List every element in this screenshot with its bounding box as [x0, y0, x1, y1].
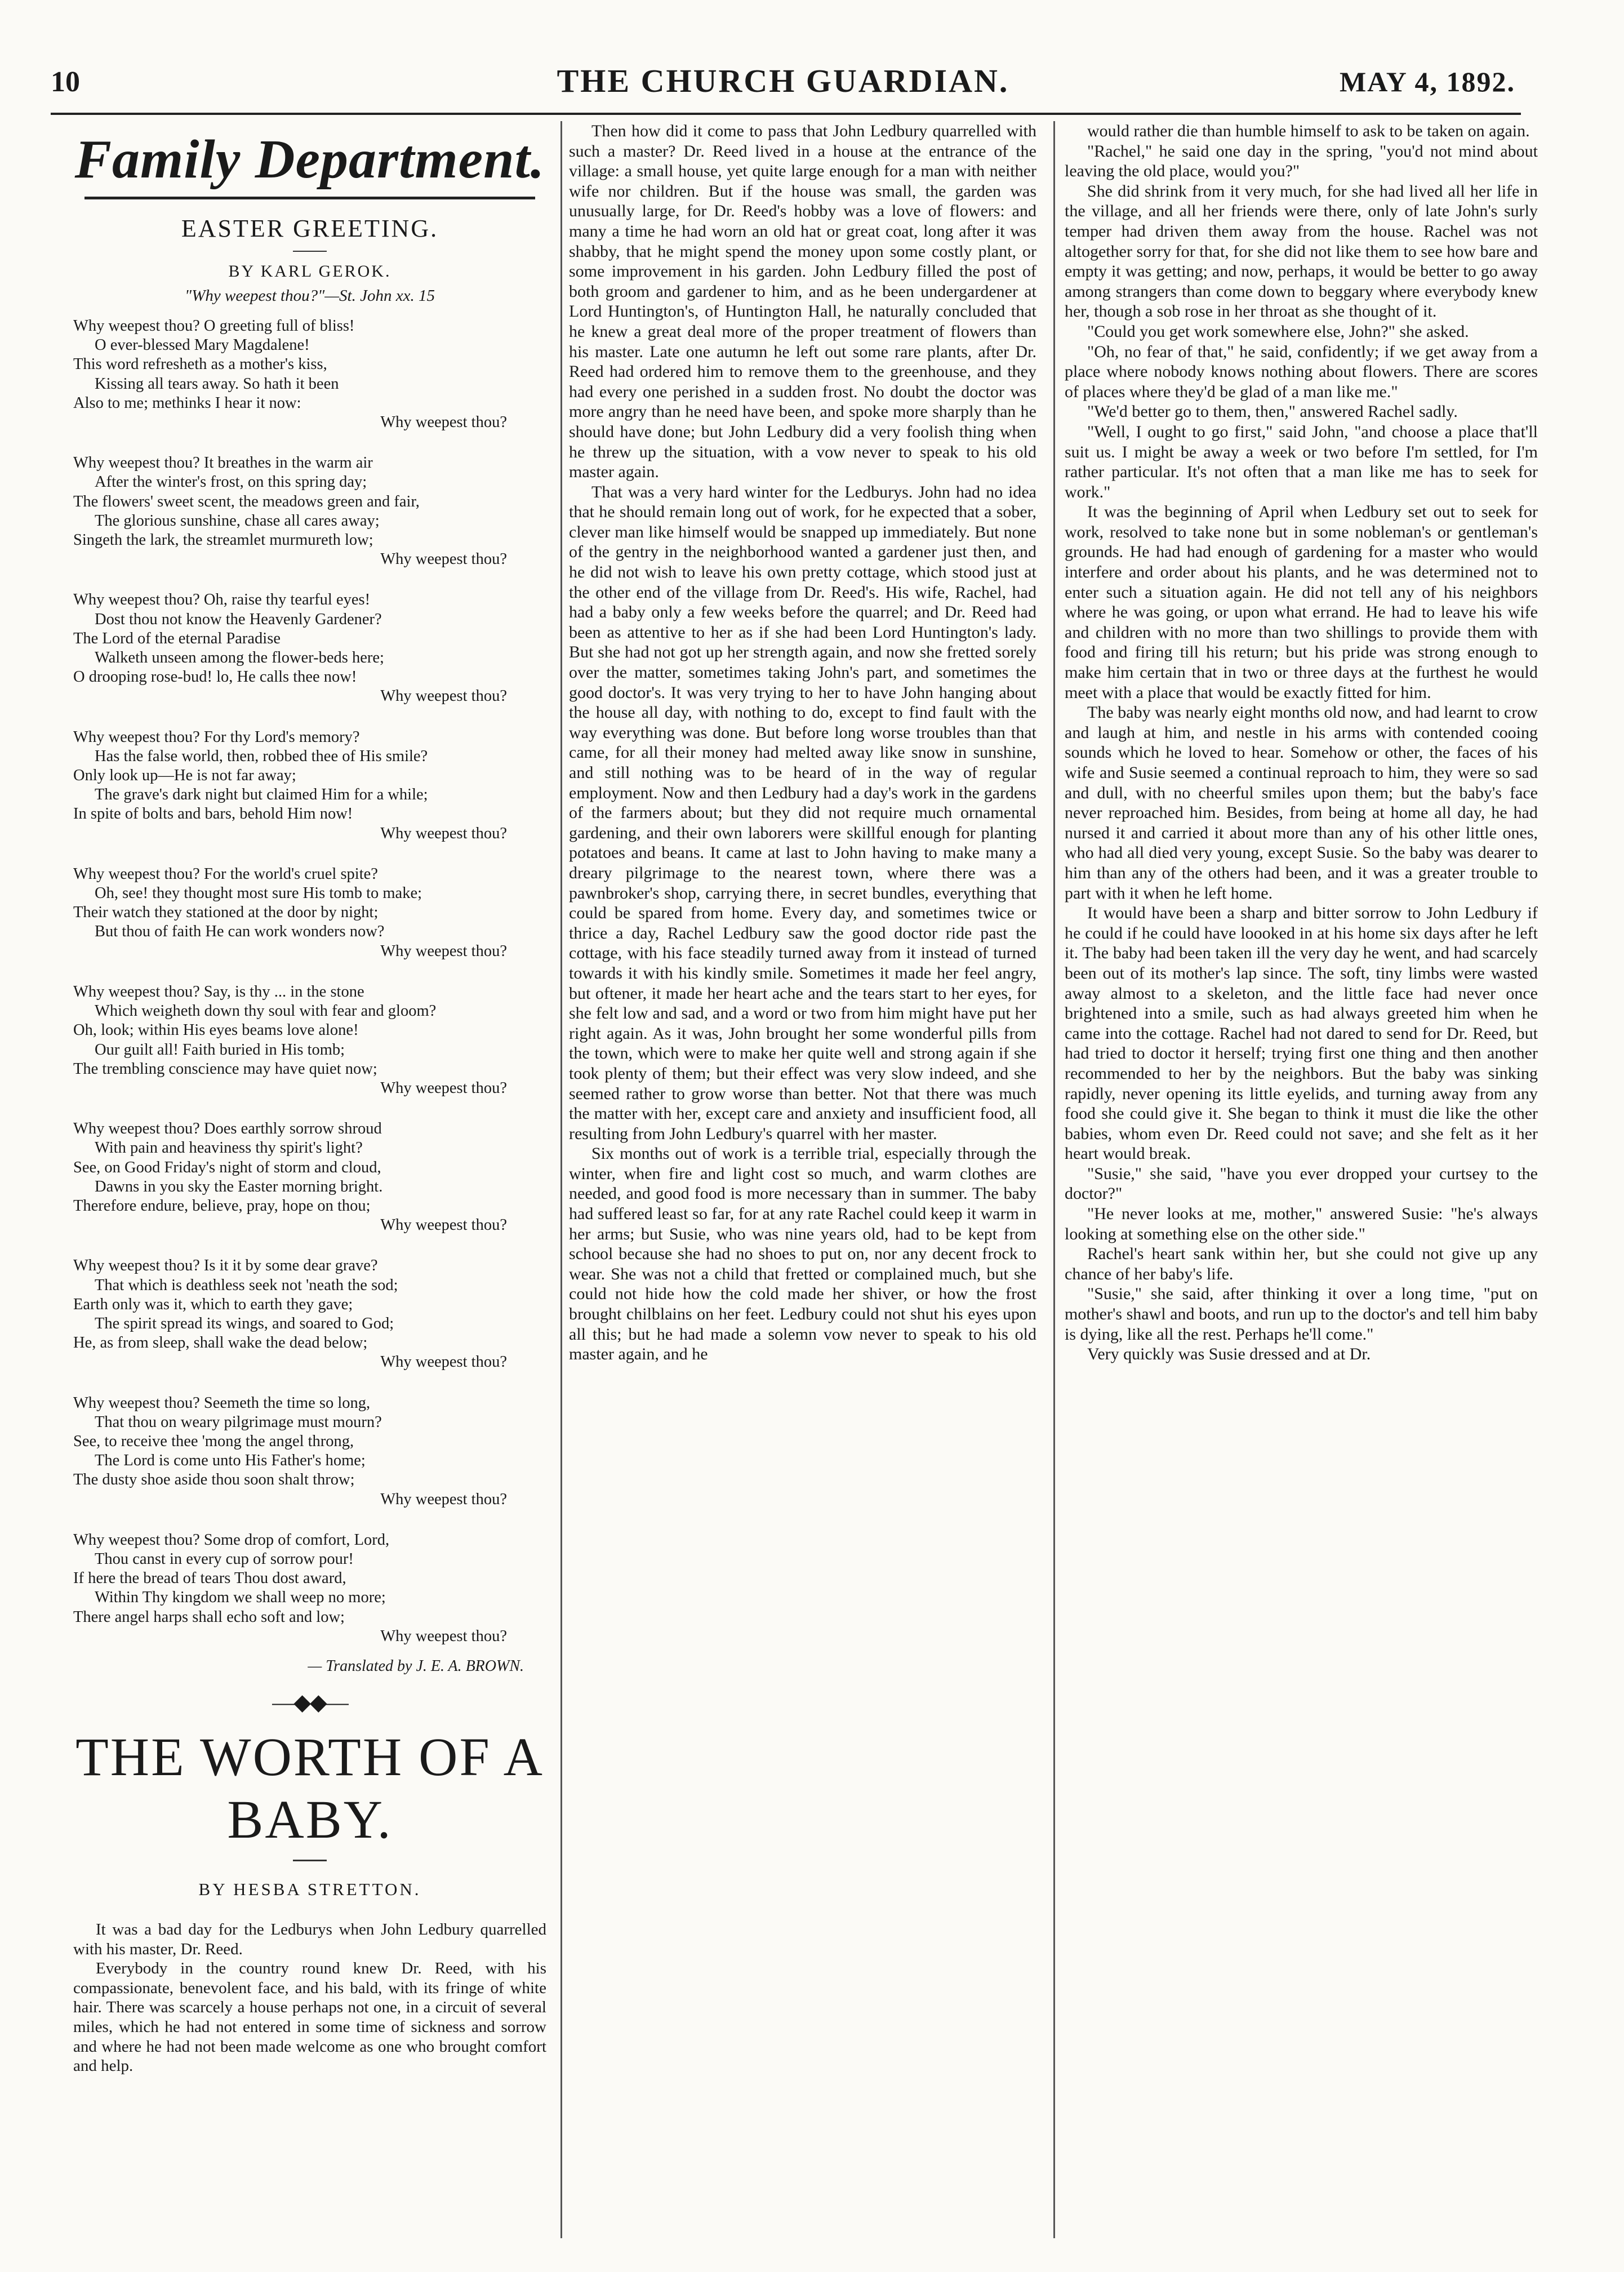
poem-title-rule: [293, 251, 327, 252]
poem-line: Why weepest thou? Seemeth the time so long,: [73, 1394, 371, 1412]
poem-line: Which weigheth down thy soul with fear and gloom?: [95, 1002, 437, 1020]
poem-line: Why weepest thou? Oh, raise thy tearful eyes!: [73, 591, 371, 609]
poem-stanza: [73, 1119, 546, 1235]
poem-line: Why weepest thou?: [380, 1353, 507, 1371]
poem-line: Also to me; methinks I hear it now:: [73, 394, 301, 412]
poem-stanza: [73, 1531, 546, 1646]
poem-line: Oh, look; within His eyes beams love alone!: [73, 1021, 359, 1039]
poem-line: The trembling conscience may have quiet now;: [73, 1060, 377, 1078]
story-paragraph: would rather die than humble himself to ask to be taken on again.: [1087, 122, 1530, 140]
poem-line: O drooping rose-bud! lo, He calls thee now!: [73, 668, 357, 686]
poem-title: EASTER GREETING.: [181, 215, 439, 242]
story-paragraph: It was a bad day for the Ledburys when John Ledbury quarrelled with his master, Dr. Reed.: [73, 1920, 546, 1958]
poem-line: The Lord is come unto His Father's home;: [95, 1452, 366, 1470]
poem-epigraph: "Why weepest thou?"—St. John xx. 15: [185, 287, 435, 305]
story-paragraph: Very quickly was Susie dressed and at Dr.: [1087, 1345, 1371, 1364]
story-paragraph: "Could you get work somewhere else, John?" she asked.: [1087, 322, 1469, 341]
column-divider: [1053, 121, 1055, 2238]
poem-stanza: [73, 453, 546, 569]
section-ornament: —◆◆—: [272, 1689, 348, 1715]
poem-line: If here the bread of tears Thou dost award,: [73, 1569, 346, 1588]
poem-stanza: [73, 728, 546, 843]
poem-line: Their watch they stationed at the door by night;: [73, 904, 379, 922]
poem-stanza: [73, 590, 546, 706]
poem-line: Our guilt all! Faith buried in His tomb;: [95, 1041, 345, 1059]
poem-line: Why weepest thou?: [380, 414, 507, 432]
poem-line: The dusty shoe aside thou soon shalt throw;: [73, 1471, 355, 1489]
poem-line: See, on Good Friday's night of storm and cloud,: [73, 1158, 381, 1176]
column-middle: [569, 121, 1036, 2238]
issue-date: MAY 4, 1892.: [1340, 66, 1515, 97]
story-paragraph: Rachel's heart sank within her, but she could not give up any chance of her baby's life.: [1065, 1244, 1538, 1283]
poem-line: He, as from sleep, shall wake the dead below;: [73, 1334, 368, 1352]
column-right: [1065, 121, 1538, 2238]
poem-stanza: [73, 1394, 546, 1509]
newspaper-title: THE CHURCH GUARDIAN.: [557, 63, 1009, 99]
poem-line: There angel harps shall echo soft and low;: [73, 1608, 345, 1626]
story-paragraph: "Oh, no fear of that," he said, confidently; if we get away from a place where nobody knows nothing about flowers. There are scores of places where they'd be glad of a man like me.": [1065, 342, 1538, 401]
poem-stanza: [73, 982, 546, 1098]
poem-line: Walketh unseen among the flower-beds here;: [95, 649, 384, 667]
masthead: [51, 62, 1515, 107]
poem-stanza: [73, 317, 546, 432]
poem-line: Why weepest thou?: [380, 1627, 507, 1645]
masthead-rule: [51, 113, 1521, 115]
poem-line: Why weepest thou? Does earthly sorrow shroud: [73, 1120, 382, 1138]
poem-translator: — Translated by J. E. A. BROWN.: [308, 1657, 524, 1675]
story-paragraph: That was a very hard winter for the Ledburys. John had no idea that he should remain long out of work, for he expected that a sober, clever man like himself would be snapped up immediately. But none of the gentry in the neighborhood wanted a gardener just then, and he did not wish to leave his own pretty cottage, which stood just at the other end of the village from Dr. Reed's. His wife, Rachel, had had a baby only a few weeks before the quarrel; and Dr. Reed had been as attentive to her as if she had been Lord Huntington's lady. But she had not got up her strength again, and now she fretted sorely over the matter, sometimes taking John's part, and sometimes the good doctor's. It was very trying to her to have John hanging about the house all day, with nothing to do, except to find fault with the way everything was done. But before long worse troubles than that came, for all their money had melted away like snow in sunshine, and still nothing was to be heard of in the way of regular employment. Now and then Ledbury had a day's work in the gardens of the farmers about; but they did not require much ornamental gardening, and their own laborers were skillful enough for planting potatoes and beans. It came at last to John having to make many a dreary pilgrimage to the nearest town, where there was a pawnbroker's shop, carrying there, in secret bundles, everything that could be spared from home. Every day, and sometimes twice or thrice a day, Rachel Ledbury saw the good doctor ride past the cottage, with his face steadily turned away from it instead of turned towards it with his kindly smile. Sometimes it made her feel angry, but oftener, it made her heart ache and the tears start to her eyes, for she felt low and sad, and a word or two from him might have put her right again. As it was, John brought her some wonderful pills from the town, which were to make her quite well and strong again if she took plenty of them; but their effect was very slow indeed, and she seemed rather to grow worse than better. Not that there was much the matter with her, except care and anxiety and insufficient food, all resulting from John Ledbury's quarrel with her master.: [569, 482, 1036, 1143]
poem-body: [73, 317, 546, 1646]
poem-line: O ever-blessed Mary Magdalene!: [95, 336, 310, 354]
story-paragraph: "Susie," she said, "have you ever dropped your curtsey to the doctor?": [1065, 1164, 1538, 1203]
poem-line: Why weepest thou?: [380, 942, 507, 960]
poem-line: Why weepest thou? O greeting full of bliss!: [73, 317, 355, 335]
story-title-rule: [293, 1860, 327, 1861]
story-paragraph: "We'd better go to them, then," answered Rachel sadly.: [1087, 402, 1458, 421]
poem-line: The grave's dark night but claimed Him for a while;: [95, 786, 428, 804]
poem-line: The glorious sunshine, chase all cares away;: [95, 512, 380, 530]
poem-line: The Lord of the eternal Paradise: [73, 629, 281, 647]
poem-line: Why weepest thou?: [380, 550, 507, 568]
story-paragraph: It was the beginning of April when Ledbury set out to seek for work, resolved to take none but in some nobleman's or gentleman's grounds. He had had enough of gardening for a master who would interfere and order about his plants, and he was determined not to enter such a situation again. He did not tell any of his neighbors where he was going, or upon what errand. He had to leave his wife and children with no more than two shillings to provide them with food and firing till his return; but his pride was strong enough to make him certain that in two or three days at the furthest he would meet with a place that would be exactly fitted for him.: [1065, 503, 1538, 702]
poem-byline: BY KARL GEROK.: [228, 262, 391, 281]
poem-line: Why weepest thou?: [380, 1490, 507, 1508]
story-paragraph: It would have been a sharp and bitter sorrow to John Ledbury if he could if he could have loooked in at his home six days after he left it. The baby had been taken ill the very day he went, and had scarcely been out of its mother's lap since. The soft, tiny limbs were wasted away almost to a skeleton, and the little face had never once brightened into a smile, such as had always greeted him when he came into the cottage. Rachel had not dared to send for Dr. Reed, but had tried to doctor it herself; trying first one thing and then another recommended to her by the neighbors. But the baby was sinking rapidly, never opening its little eyelids, and turning away from any food she could give it. She began to think it must die like the other babies, whom even Dr. Reed could not save; and she felt as it her heart would break.: [1065, 904, 1538, 1163]
story-text-col2: [569, 121, 1036, 1364]
story-title: THE WORTH OF A BABY.: [75, 1726, 544, 1849]
story-paragraph: She did shrink from it very much, for she had lived all her life in the village, and all her friends were there, only of late John's surly temper had driven them away from the house. Rachel was not altogether sorry for that, for she did not like them to see how bare and empty it was getting; and now, perhaps, it would be better to go away among strangers than come down to beggary where everybody knew her, though a sob rose in her throat as she thought of it.: [1065, 181, 1538, 321]
poem-line: The spirit spread its wings, and soared to God;: [95, 1314, 394, 1332]
department-heading: Family Department.: [74, 129, 545, 190]
story-paragraph: "Rachel," he said one day in the spring, "you'd not mind about leaving the old place, would you?": [1065, 141, 1538, 181]
story-paragraph: "Susie," she said, after thinking it over a long time, "put on mother's shawl and boots, and run up to the doctor's and tell him baby is dying, like all the rest. Perhaps he'll come.": [1065, 1284, 1538, 1344]
poem-stanza: [73, 865, 546, 961]
poem-line: Thou canst in every cup of sorrow pour!: [95, 1550, 354, 1568]
poem-line: Has the false world, then, robbed thee of His smile?: [95, 747, 428, 765]
story-paragraph: Then how did it come to pass that John Ledbury quarrelled with such a master? Dr. Reed lived in a house at the entrance of the village: a small house, yet quite large enough for a man with neither wife nor children. But if the house was small, the garden was unusually large, for Dr. Reed's hobby was a love of flowers: and many a time he had worn an old hat or great coat, long after it was shabby, that he might spend the money upon some costly plant, or some improvement in his garden. John Ledbury filled the post of both groom and gardener to him, and as he been undergardener at Lord Huntington's, of Huntington Hall, he naturally concluded that he knew a great deal more of the proper treatment of flowers than his master. Late one autumn he left out some rare plants, after Dr. Reed had ordered him to remove them to the greenhouse, and they had every one perished in a sudden frost. No doubt the doctor was more angry than he need have been, and spoke more sharply than he should have done; but John Ledbury did a very foolish thing when he threw up the situation, with a vow never to speak to his old master again.: [569, 122, 1036, 482]
poem-line: Why weepest thou? Some drop of comfort, Lord,: [73, 1531, 390, 1549]
poem-line: Why weepest thou?: [380, 1079, 507, 1097]
poem-stanza: [73, 1256, 546, 1372]
poem-line: That thou on weary pilgrimage must mourn?: [95, 1413, 382, 1431]
poem-line: The flowers' sweet scent, the meadows green and fair,: [73, 492, 420, 510]
story-paragraph: Six months out of work is a terrible trial, especially through the winter, when fire and light cost so much, and warm clothes are needed, and good food is more necessary than in summer. The baby had suffered least so far, for at any rate Rachel could keep it warm in her arms; but Susie, who was nine years old, had to be kept from school because she had no shoes to put on, nor any decent frock to wear. She was not a child that fretted or complained much, but she could not hide how the cold made her shiver, or how the frost brought chilblains on her feet. Ledbury could not shut his eyes upon all this; but he had made a solemn vow never to speak to his old master again, and he: [569, 1144, 1036, 1364]
poem-line: This word refresheth as a mother's kiss,: [73, 355, 327, 374]
poem-line: Earth only was it, which to earth they gave;: [73, 1295, 353, 1313]
poem-line: Only look up—He is not far away;: [73, 767, 296, 785]
poem-line: After the winter's frost, on this spring day;: [95, 473, 367, 491]
poem-line: Within Thy kingdom we shall weep no more;: [95, 1589, 386, 1607]
story-paragraph: "Well, I ought to go first," said John, "and choose a place that'll suit us. I might be away a week or two before I'm settled, for I'm rather particular. It's not often that a man like me has to seek for work.": [1065, 422, 1538, 501]
department-rule: [84, 197, 535, 199]
poem-line: See, to receive thee 'mong the angel throng,: [73, 1432, 354, 1450]
poem-line: Why weepest thou?: [380, 1216, 507, 1234]
poem-line: In spite of bolts and bars, behold Him now!: [73, 805, 353, 823]
column-left: [73, 121, 546, 2238]
poem-line: With pain and heaviness thy spirit's light?: [95, 1139, 363, 1157]
story-byline: BY HESBA STRETTON.: [198, 1879, 421, 1899]
poem-line: Why weepest thou? For the world's cruel spite?: [73, 865, 378, 883]
poem-line: Why weepest thou? Say, is thy ... in the stone: [73, 982, 364, 1001]
poem-line: Dost thou not know the Heavenly Gardener?: [95, 610, 382, 628]
poem-line: Why weepest thou? Is it it by some dear grave?: [73, 1257, 378, 1275]
story-paragraph: The baby was nearly eight months old now, and had learnt to crow and laugh at him, and nestle in his arms with contended cooing sounds which he loved to hear. Somehow or other, the faces of his wife and Susie seemed a continual reproach to him, they were so sad and dull, with no cheerful smiles upon them; but the baby's face never reproached him. Besides, from being at home all day, he had nursed it and carried it about more than any of his other little ones, who had all died very young, except Susie. So the baby was dearer to him than any of the others had been, and it was a greater trouble to part with it when he left home.: [1065, 703, 1538, 902]
column-divider: [560, 121, 562, 2238]
poem-line: Oh, see! they thought most sure His tomb to make;: [95, 884, 422, 902]
poem-line: Why weepest thou? It breathes in the warm air: [73, 454, 373, 472]
poem-line: That which is deathless seek not 'neath the sod;: [95, 1276, 398, 1294]
poem-line: Why weepest thou?: [380, 687, 507, 705]
poem-line: Kissing all tears away. So hath it been: [95, 375, 339, 393]
page-number: 10: [51, 66, 80, 98]
story-text-col3: [1065, 121, 1538, 1364]
poem-line: Therefore endure, believe, pray, hope on thou;: [73, 1197, 371, 1215]
poem-line: Why weepest thou?: [380, 824, 507, 842]
poem-line: But thou of faith He can work wonders now?: [95, 923, 385, 941]
poem-line: Dawns in you sky the Easter morning bright.: [95, 1177, 383, 1195]
story-text-col1: [73, 1920, 546, 2076]
poem-line: Singeth the lark, the streamlet murmureth low;: [73, 531, 373, 549]
story-paragraph: "He never looks at me, mother," answered Susie: "he's always looking at something else on the other side.": [1065, 1204, 1538, 1243]
poem-line: Why weepest thou? For thy Lord's memory?: [73, 728, 360, 746]
story-paragraph: Everybody in the country round knew Dr. Reed, with his compassionate, benevolent face, and his bald, with its fringe of white hair. There was scarcely a house perhaps not one, in a circuit of several miles, which he had not entered in some time of sickness and sorrow and where he had not been made welcome as one who brought comfort and help.: [73, 1959, 546, 2075]
